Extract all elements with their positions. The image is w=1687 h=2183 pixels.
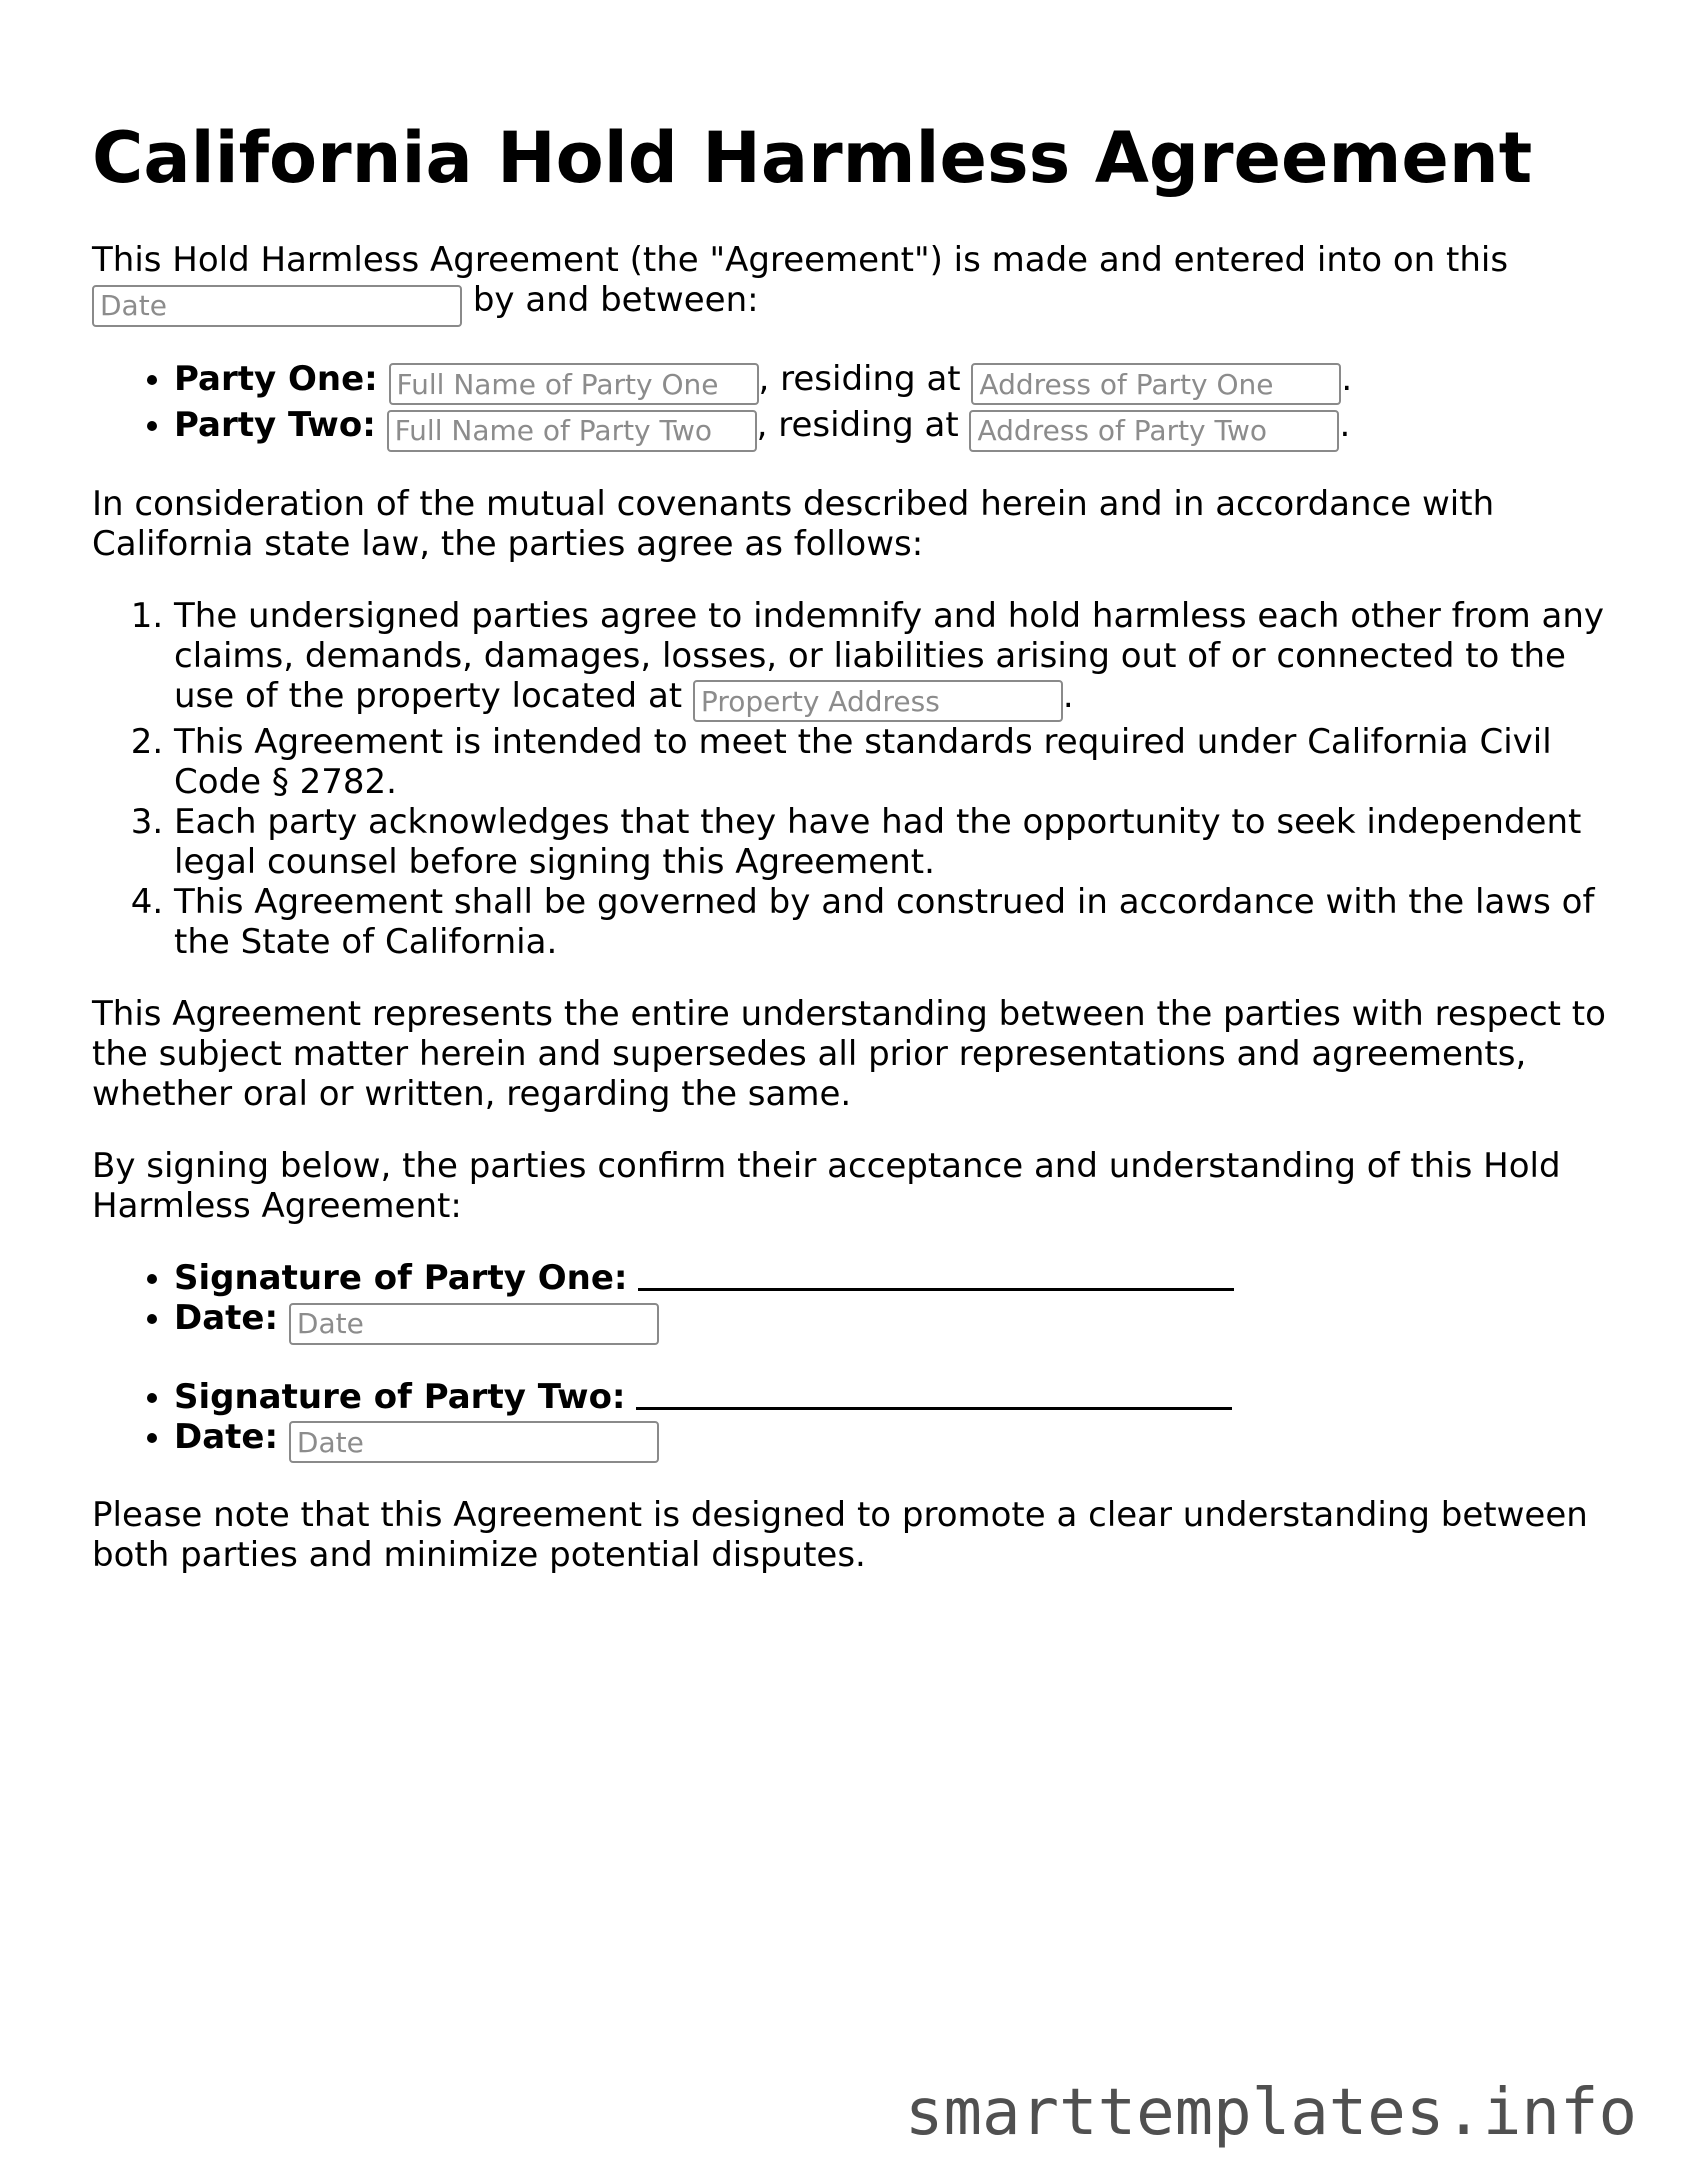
term-1-text: The undersigned parties agree to indemnify and hold harmless each other from any claims, demands, damages, losses, or liabilities arising out of or connected to the use of the property located at	[174, 595, 1605, 716]
term-item-2: 2. This Agreement is intended to meet the standards required under California Civil Code § 2782.	[174, 722, 1622, 802]
party-two-address-field[interactable]	[969, 410, 1339, 452]
party-one-date-field[interactable]	[289, 1303, 659, 1345]
intro-text-after: by and between:	[472, 280, 759, 320]
term-item-1	[174, 596, 1622, 723]
watermark-text: smarttemplates.info	[904, 2076, 1637, 2150]
party-one-end: .	[1341, 358, 1353, 399]
party-one-date-item	[174, 1298, 1622, 1345]
party-one-signature-label: Signature of Party One:	[174, 1258, 628, 1298]
term-1-end: .	[1062, 675, 1074, 716]
party-two-item	[174, 405, 1622, 452]
party-one-signature-item	[174, 1258, 1622, 1298]
party-one-item	[174, 359, 1622, 406]
party-two-date-label: Date:	[174, 1416, 279, 1457]
party-one-name-field[interactable]	[389, 363, 759, 405]
consideration-paragraph: In consideration of the mutual covenants described herein and in accordance with California state law, the parties agree as follows:	[92, 483, 1495, 564]
party-two-date-field[interactable]	[289, 1421, 659, 1463]
party-one-date-label: Date:	[174, 1298, 279, 1338]
party-one-address-field[interactable]	[971, 363, 1341, 405]
party-one-signature-line[interactable]	[638, 1258, 1234, 1291]
term-item-4: 4. This Agreement shall be governed by and construed in accordance with the laws of the State of California.	[174, 882, 1622, 962]
party-one-label: Party One:	[174, 358, 378, 399]
agreement-date-field[interactable]	[92, 285, 462, 327]
signature-block-one	[92, 1258, 1622, 1345]
party-two-date-item	[174, 1417, 1622, 1464]
party-one-residing-text: , residing at	[758, 358, 961, 399]
intro-text: This Hold Harmless Agreement (the "Agreement") is made and entered into on this	[92, 240, 1509, 280]
document-title: California Hold Harmless Agreement	[92, 117, 1533, 199]
party-two-signature-line[interactable]	[636, 1377, 1232, 1410]
signing-intro-paragraph: By signing below, the parties confirm their acceptance and understanding of this Hold Harmless Agreement:	[92, 1146, 1561, 1226]
term-item-3: 3. Each party acknowledges that they have had the opportunity to seek independent legal counsel before signing this Agreement.	[174, 802, 1622, 882]
document-body	[92, 240, 1622, 1607]
party-two-end: .	[1339, 405, 1351, 445]
closing-note: Please note that this Agreement is designed to promote a clear understanding between both parties and minimize potential disputes.	[92, 1495, 1588, 1575]
property-address-field[interactable]	[693, 680, 1063, 722]
intro-paragraph	[92, 240, 1622, 327]
terms-list	[92, 596, 1622, 963]
parties-list	[92, 359, 1622, 452]
party-two-label: Party Two:	[174, 405, 376, 445]
party-two-residing-text: , residing at	[756, 405, 959, 445]
party-two-signature-label: Signature of Party Two:	[174, 1376, 626, 1417]
entire-agreement-paragraph: This Agreement represents the entire understanding between the parties with respect to the subject matter herein and supersedes all prior representations and agreements, whether oral or written, regarding the same.	[92, 994, 1606, 1114]
party-two-name-field[interactable]	[387, 410, 757, 452]
party-two-signature-item	[174, 1377, 1622, 1417]
signature-block-two	[92, 1377, 1622, 1464]
